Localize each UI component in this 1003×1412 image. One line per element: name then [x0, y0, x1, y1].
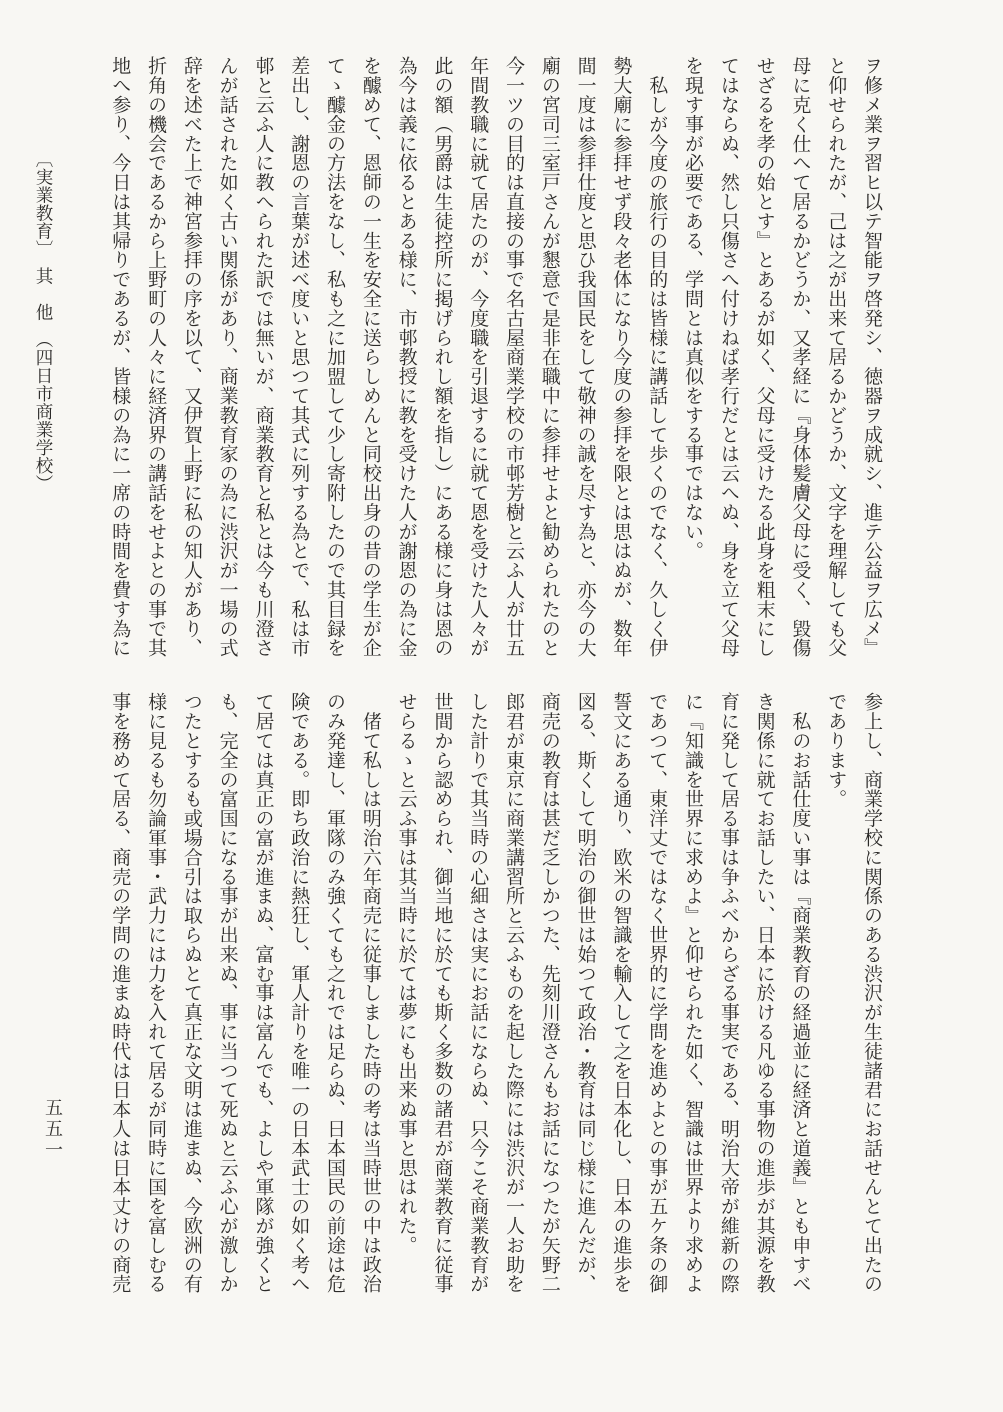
text-line: つたとするも或場合引は取らぬとて真正な文明は進まぬ、今欧洲の有	[180, 692, 202, 1294]
text-line: 様に見るも勿論軍事・武力には力を入れて居るが同時に国を富しむる	[145, 692, 167, 1294]
text-line: てゝ醵金の方法をなし、私も之に加盟して少し寄附したので其目録を	[324, 56, 346, 658]
text-line: 事を務めて居る、商売の学問の進まぬ時代は日本人は日本丈けの商売	[109, 692, 131, 1294]
text-line: 差出し、謝恩の言葉が述べ度いと思つて其式に列する為とで、私は市	[288, 56, 310, 658]
text-line: 邨と云ふ人に教へられた訳では無いが、商業教育と私とは今も川澄さ	[252, 56, 274, 658]
text-line: 勢大廟に参拝せず段々老体になり今度の参拝を限とは思はぬが、数年	[610, 56, 632, 658]
text-line: 為今は義に依るとある様に、市邨教授に教を受けた人が謝恩の為に金	[395, 56, 417, 658]
text-line: 育に発して居る事は争ふべからざる事実である、明治大帝が維新の際	[717, 692, 739, 1294]
text-line: 廟の宮司三室戸さんが懇意で是非在職中に参拝せよと勧められたのと	[538, 56, 560, 658]
text-line: 世間から認められ、御当地に於ても斯く多数の諸君が商業教育に従事	[431, 692, 453, 1294]
text-line: 私しが今度の旅行の目的は皆様に講話して歩くのでなく、久しく伊	[646, 56, 668, 658]
bottom-text-block	[101, 692, 889, 1338]
text-line: て居ては真正の富が進まぬ、富む事は富んでも、よしや軍隊が強くと	[252, 692, 274, 1294]
text-line: 年間教職に就て居たのが、今度職を引退するに就て恩を受けた人々が	[467, 56, 489, 658]
text-line: 図る、斯くして明治の御世は始つて政治・教育は同じ様に進んだが、	[574, 692, 596, 1294]
text-line: 地へ参り、今日は其帰りであるが、皆様の為に一席の時間を費す為に	[109, 56, 131, 658]
text-line: であつて、東洋丈ではなく世界的に学問を進めよとの事が五ケ条の御	[646, 692, 668, 1294]
text-line: した計りで其当時の心細さは実にお話にならぬ、只今こそ商業教育が	[467, 692, 489, 1294]
text-line: 誓文にある通り、欧米の智識を輸入して之を日本化し、日本の進歩を	[610, 692, 632, 1294]
text-line: てはならぬ、然し只傷さへ付けねば孝行だとは云へぬ、身を立て父母	[717, 56, 739, 658]
text-line: であります。	[825, 692, 847, 809]
text-line: 間一度は参拝仕度と思ひ我国民をして敬神の誠を尽す為と、亦今の大	[574, 56, 596, 658]
text-line: と仰せられたが、己は之が出来て居るかどうか、文字を理解しても父	[825, 56, 847, 658]
text-line: も、完全の富国になる事が出来ぬ、事に当つて死ぬと云ふ心が激しか	[216, 692, 238, 1294]
text-line: せざるを孝の始とす』とあるが如く、父母に受けたる此身を粗末にし	[753, 56, 775, 658]
text-line: き関係に就てお話したい、日本に於ける凡ゆる事物の進歩が其源を教	[753, 692, 775, 1294]
text-line: 私のお話仕度い事は『商業教育の経過並に経済と道義』とも申すべ	[789, 692, 811, 1294]
text-line: 辞を述べた上で神宮参拝の序を以て、又伊賀上野に私の知人があり、	[180, 56, 202, 658]
text-line: 偖て私しは明治六年商売に従事しました時の考は当時世の中は政治	[359, 692, 381, 1294]
text-line: 参上し、商業学校に関係のある渋沢が生徒諸君にお話せんとて出たの	[861, 692, 882, 1294]
text-line: を醵めて、恩師の一生を安全に送らしめんと同校出身の昔の学生が企	[359, 56, 381, 658]
text-line: 此の額（男爵は生徒控所に掲げられし額を指し）にある様に身は恩の	[431, 56, 453, 658]
text-line: 今一ツの目的は直接の事で名古屋商業学校の市邨芳樹と云ふ人が廿五	[503, 56, 525, 658]
page-number: 五五一	[43, 1098, 63, 1161]
text-line: のみ発達し、軍隊のみ強くても之れでは足らぬ、日本国民の前途は危	[324, 692, 346, 1294]
text-line: 険である。即ち政治に熱狂し、軍人計りを唯一の日本武士の如く考へ	[288, 692, 310, 1294]
text-line: ヲ修メ業ヲ習ヒ以テ智能ヲ啓発シ、徳器ヲ成就シ、進テ公益ヲ広メ』	[861, 56, 882, 658]
text-line: 折角の機会であるから上野町の人々に経済界の講話をせよとの事で其	[145, 56, 167, 658]
text-line: 商売の教育は甚だ乏しかつた、先刻川澄さんもお話になつたが矢野二	[538, 692, 560, 1294]
text-line: せらるゝと云ふ事は其当時に於ては夢にも出来ぬ事と思はれた。	[395, 692, 417, 1255]
text-line: に『知識を世界に求めよ』と仰せられた如く、智識は世界より求めよ	[682, 692, 704, 1294]
section-header: 〔実業教育〕 其 他 （四日市商業学校）	[34, 150, 54, 493]
text-line: を現す事が必要である、学問とは真似をする事ではない。	[682, 56, 704, 561]
text-line: 母に克く仕へて居るかどうか、又孝経に『身体髪膚父母に受く、毀傷	[789, 56, 811, 658]
top-text-block	[101, 56, 889, 674]
text-line: 郎君が東京に商業講習所と云ふものを起した際には渋沢が一人お助を	[503, 692, 525, 1294]
text-line: んが話された如く古い関係があり、商業教育家の為に渋沢が一場の式	[216, 56, 238, 658]
